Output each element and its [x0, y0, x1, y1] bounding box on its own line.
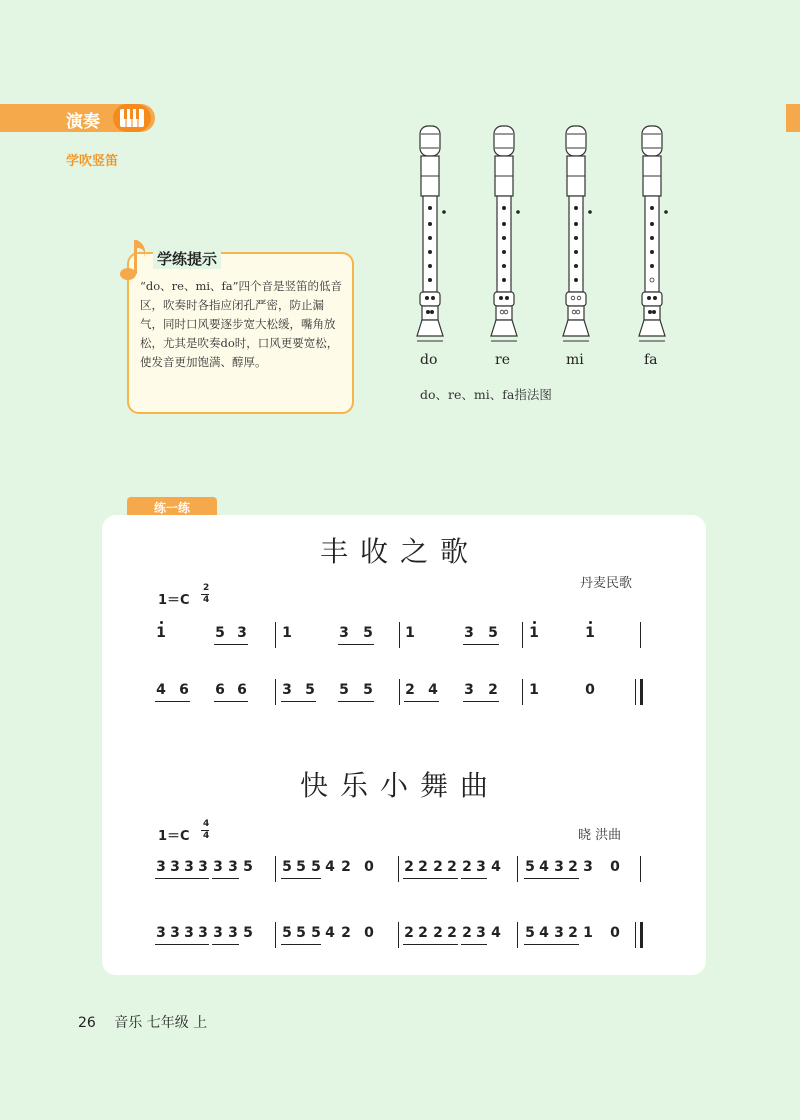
note: 3	[583, 859, 593, 875]
beam-underline	[155, 944, 180, 945]
beam-underline	[212, 878, 239, 879]
practice-tag: 练一练	[127, 497, 217, 519]
note: 3	[464, 625, 474, 641]
note: 2	[341, 925, 351, 941]
note: 1	[529, 682, 539, 698]
note: 2	[341, 859, 351, 875]
song2-key: 1＝C	[158, 829, 190, 844]
note: 3	[213, 859, 223, 875]
note: 3	[554, 925, 564, 941]
note: 3	[156, 859, 166, 875]
barline	[640, 856, 641, 882]
beam-underline	[432, 878, 458, 879]
note: 5	[311, 925, 321, 941]
barline	[399, 679, 400, 705]
note: 3	[228, 925, 238, 941]
note: 3	[198, 925, 208, 941]
note: 2	[404, 859, 414, 875]
tip-text: “do、re、mi、fa”四个音是竖笛的低音区，吹奏时各指应闭孔严密，防止漏气，同时口风要逐步宽大松缓，嘴角放松，尤其是吹奏do时，口风更要宽松，使发音更加饱满、醇厚。	[140, 279, 343, 369]
octave-dot	[533, 621, 536, 624]
barline	[275, 856, 276, 882]
note: 5	[243, 925, 253, 941]
note: 3	[184, 859, 194, 875]
song1-credit: 丹麦民歌	[580, 576, 633, 591]
note: 2	[447, 925, 457, 941]
song1-time-bottom: 4	[203, 595, 210, 605]
note: 3	[170, 925, 180, 941]
song2-credit: 晓 洪曲	[578, 828, 622, 843]
music-note-icon	[118, 236, 152, 282]
note: 3	[237, 625, 247, 641]
barline	[522, 622, 523, 648]
note: 5	[243, 859, 253, 875]
piano-icon	[113, 104, 151, 132]
note: 1	[405, 625, 415, 641]
beam-underline	[184, 944, 209, 945]
beam-underline	[281, 701, 316, 702]
note: 0	[585, 682, 595, 698]
beam-underline	[461, 944, 487, 945]
note: 4	[325, 925, 335, 941]
note: 3	[184, 925, 194, 941]
note: 5	[488, 625, 498, 641]
note: 2	[433, 925, 443, 941]
beam-underline	[155, 878, 180, 879]
note: 3	[464, 682, 474, 698]
note: 5	[525, 925, 535, 941]
note: 4	[539, 859, 549, 875]
note: 6	[179, 682, 189, 698]
note: 2	[568, 859, 578, 875]
beam-underline	[214, 701, 248, 702]
barline	[517, 856, 518, 882]
barline	[635, 679, 636, 705]
beam-underline	[463, 644, 499, 645]
page-number: 26	[78, 1015, 96, 1031]
fingering-label-do: do	[420, 352, 438, 368]
note: 2	[418, 859, 428, 875]
song2-time-top: 4	[203, 819, 210, 829]
section-title: 演奏	[66, 112, 100, 132]
beam-underline	[403, 878, 428, 879]
song1-time-top: 2	[203, 583, 210, 593]
barline	[635, 922, 636, 948]
note: 2	[462, 859, 472, 875]
barline	[398, 856, 399, 882]
note: 5	[339, 682, 349, 698]
note: 5	[311, 859, 321, 875]
note: 3	[156, 925, 166, 941]
note: 3	[213, 925, 223, 941]
barline	[275, 922, 276, 948]
barline	[522, 679, 523, 705]
note: 4	[156, 682, 166, 698]
beam-underline	[214, 644, 248, 645]
note: 5	[525, 859, 535, 875]
octave-dot	[160, 621, 163, 624]
beam-underline	[310, 944, 321, 945]
tip-heading: 学练提示	[153, 248, 221, 269]
right-tab	[786, 104, 800, 132]
beam-underline	[553, 878, 579, 879]
note: 3	[476, 859, 486, 875]
note: 0	[610, 925, 620, 941]
note: 2	[488, 682, 498, 698]
fingering-label-re: re	[495, 352, 510, 368]
note: 1	[585, 625, 595, 641]
beam-underline	[281, 944, 306, 945]
beam-underline	[553, 944, 579, 945]
note: 3	[476, 925, 486, 941]
song1-title: 丰收之歌	[319, 535, 480, 568]
note: 2	[418, 925, 428, 941]
beam-underline	[403, 944, 428, 945]
beam-underline	[524, 878, 549, 879]
beam-underline	[184, 878, 209, 879]
barline	[399, 622, 400, 648]
barline	[517, 922, 518, 948]
note: 0	[364, 859, 374, 875]
note: 4	[491, 859, 501, 875]
note: 3	[228, 859, 238, 875]
barline	[398, 922, 399, 948]
song1-key: 1＝C	[158, 593, 190, 608]
section-subtitle: 学吹竖笛	[66, 154, 119, 169]
song2-title: 快乐小舞曲	[299, 769, 500, 802]
note: 0	[610, 859, 620, 875]
fingering-diagram	[400, 120, 680, 370]
note: 6	[237, 682, 247, 698]
beam-underline	[432, 944, 458, 945]
note: 5	[282, 925, 292, 941]
barline	[640, 622, 641, 648]
note: 5	[363, 625, 373, 641]
note: 4	[491, 925, 501, 941]
barline	[275, 679, 276, 705]
final-barline	[640, 679, 643, 705]
note: 4	[428, 682, 438, 698]
note: 2	[462, 925, 472, 941]
note: 1	[583, 925, 593, 941]
note: 2	[433, 859, 443, 875]
beam-underline	[463, 701, 499, 702]
beam-underline	[338, 644, 374, 645]
beam-underline	[155, 701, 190, 702]
fingering-caption: do、re、mi、fa指法图	[420, 387, 552, 402]
beam-underline	[524, 944, 549, 945]
beam-underline	[338, 701, 374, 702]
beam-underline	[404, 701, 439, 702]
song2-time-bottom: 4	[203, 831, 210, 841]
barline	[275, 622, 276, 648]
beam-underline	[310, 878, 321, 879]
note: 2	[404, 925, 414, 941]
note: 0	[364, 925, 374, 941]
note: 2	[447, 859, 457, 875]
note: 5	[363, 682, 373, 698]
note: 5	[305, 682, 315, 698]
beam-underline	[212, 944, 239, 945]
fingering-label-fa: fa	[644, 352, 658, 368]
note: 5	[282, 859, 292, 875]
note: 2	[568, 925, 578, 941]
beam-underline	[281, 878, 306, 879]
note: 5	[215, 625, 225, 641]
final-barline	[640, 922, 643, 948]
note: 1	[529, 625, 539, 641]
note: 3	[339, 625, 349, 641]
note: 1	[282, 625, 292, 641]
octave-dot	[589, 621, 592, 624]
note: 3	[170, 859, 180, 875]
note: 6	[215, 682, 225, 698]
note: 2	[405, 682, 415, 698]
note: 5	[296, 859, 306, 875]
book-title: 音乐 七年级 上	[114, 1015, 208, 1031]
beam-underline	[461, 878, 487, 879]
note: 1	[156, 625, 166, 641]
note: 5	[296, 925, 306, 941]
note: 4	[539, 925, 549, 941]
page-footer	[78, 1012, 207, 1032]
note: 3	[198, 859, 208, 875]
note: 3	[554, 859, 564, 875]
fingering-label-mi: mi	[566, 352, 584, 368]
note: 4	[325, 859, 335, 875]
note: 3	[282, 682, 292, 698]
